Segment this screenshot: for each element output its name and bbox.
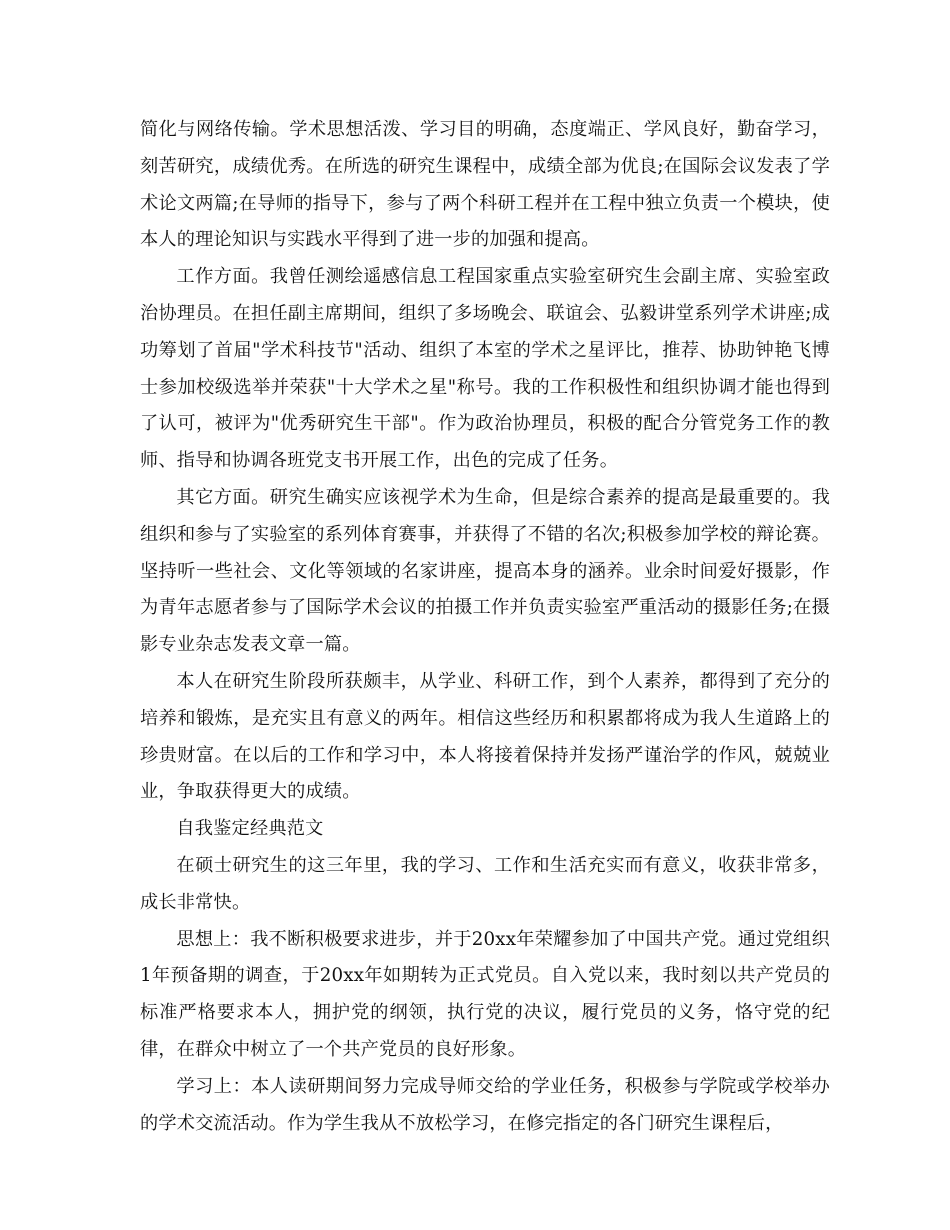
section-heading: 自我鉴定经典范文: [176, 818, 324, 840]
paragraph-summary: 本人在研究生阶段所获颇丰，从学业、科研工作，到个人素养，都得到了充分的培养和锻炼，是充实且有意义的两年。相信这些经历和积累都将成为我人生道路上的珍贵财富。在以后的工作和学习中，本人将接着保持并发扬严谨治学的作风，兢兢业业，争取获得更大的成绩。: [140, 670, 830, 803]
paragraph-thought: 思想上：我不断积极要求进步，并于20xx年荣耀参加了中国共产党。通过党组织1年预备期的调查，于20xx年如期转为正式党员。自入党以来，我时刻以共产党员的标准严格要求本人，拥护党的纲领，执行党的决议，履行党员的义务，恪守党的纪律，在群众中树立了一个共产党员的良好形象。: [140, 928, 830, 1060]
paragraph-1: 简化与网络传输。学术思想活泼、学习目的明确，态度端正、学风良好，勤奋学习，刻苦研究，成绩优秀。在所选的研究生课程中，成绩全部为优良;在国际会议发表了学术论文两篇;在导师的指导下，参与了两个科研工程并在工程中独立负责一个模块，使本人的理论知识与实践水平得到了进一步的加强和提高。: [140, 119, 830, 251]
paragraph-other: 其它方面。研究生确实应该视学术为生命，但是综合素养的提高是最重要的。我组织和参与了实验室的系列体育赛事，并获得了不错的名次;积极参加学校的辩论赛。坚持听一些社会、文化等领域的名家讲座，提高本身的涵养。业余时间爱好摄影，作为青年志愿者参与了国际学术会议的拍摄工作并负责实验室严重活动的摄影任务;在摄影专业杂志发表文章一篇。: [140, 486, 830, 656]
document-body: [140, 112, 830, 1142]
paragraph-work: 工作方面。我曾任测绘遥感信息工程国家重点实验室研究生会副主席、实验室政治协理员。在担任副主席期间，组织了多场晚会、联谊会、弘毅讲堂系列学术讲座;成功筹划了首届"学术科技节"活动、组织了本室的学术之星评比，推荐、协助钟艳飞博士参加校级选举并荣获"十大学术之星"称号。我的工作积极性和组织协调才能也得到了认可，被评为"优秀研究生干部"。作为政治协理员，积极的配合分管党务工作的教师、指导和协调各班党支书开展工作，出色的完成了任务。: [140, 266, 830, 472]
paragraph-intro: 在硕士研究生的这三年里，我的学习、工作和生活充实而有意义，收获非常多，成长非常快。: [140, 854, 830, 913]
paragraph-study: 学习上：本人读研期间努力完成导师交给的学业任务，积极参与学院或学校举办的学术交流活动。作为学生我从不放松学习，在修完指定的各门研究生课程后，: [140, 1075, 830, 1134]
